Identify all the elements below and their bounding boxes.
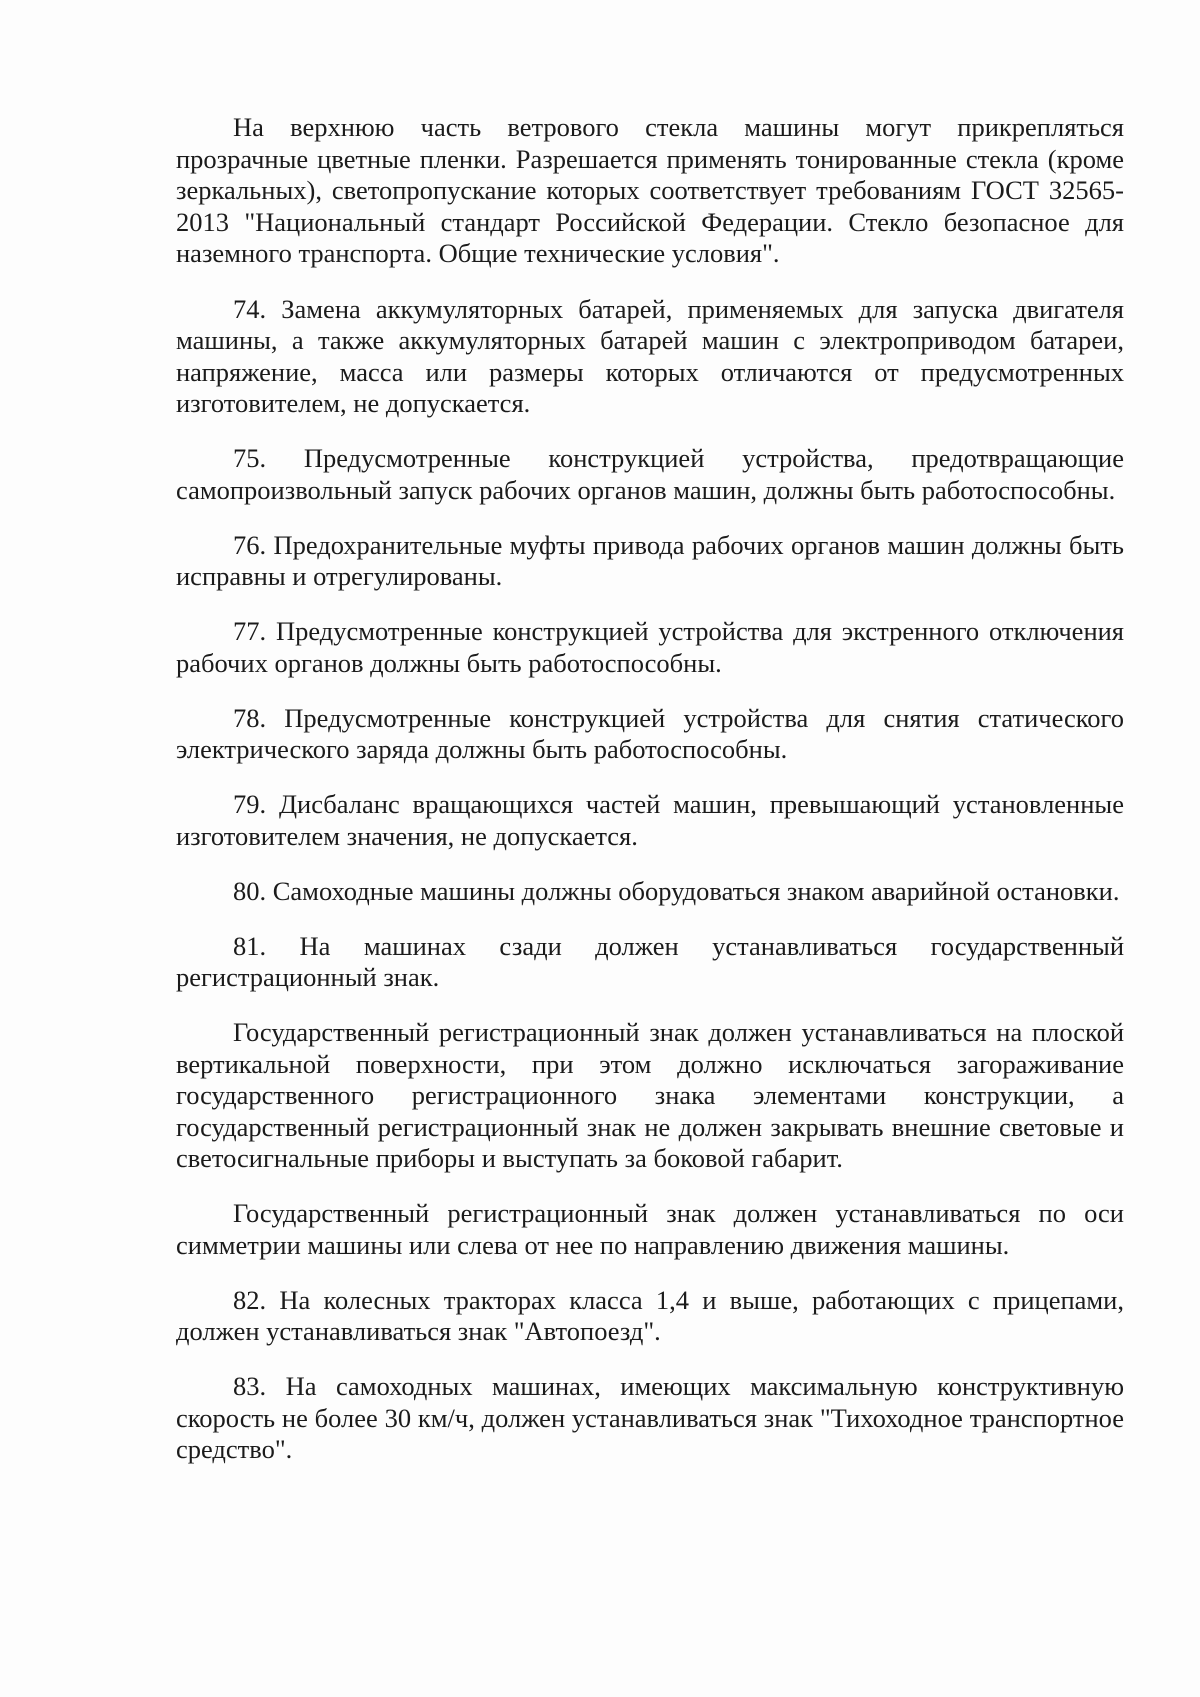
paragraph-windshield-films: На верхнюю часть ветрового стекла машины могут прикрепляться прозрачные цветные пленки. Разрешается применять тонированные стекла (кроме зеркальных), светопропускание которых соответствует требованиям ГОСТ 32565-2013 "Национальный стандарт Российской Федерации. Стекло безопасное для наземного транспорта. Общие технические условия". [176, 112, 1124, 268]
paragraph-76: 76. Предохранительные муфты привода рабочих органов машин должны быть исправны и отрегулированы. [176, 529, 1124, 591]
paragraph-75: 75. Предусмотренные конструкцией устройства, предотвращающие самопроизвольный запуск рабочих органов машин, должны быть работоспособны. [176, 443, 1124, 505]
paragraph-plate-position: Государственный регистрационный знак должен устанавливаться по оси симметрии машины или слева от нее по направлению движения машины. [176, 1198, 1124, 1260]
document-body [176, 112, 1124, 1489]
paragraph-82: 82. На колесных тракторах класса 1,4 и выше, работающих с прицепами, должен устанавливаться знак "Автопоезд". [176, 1284, 1124, 1346]
paragraph-83: 83. На самоходных машинах, имеющих максимальную конструктивную скорость не более 30 км/ч, должен устанавливаться знак "Тихоходное транспортное средство". [176, 1371, 1124, 1464]
paragraph-74: 74. Замена аккумуляторных батарей, применяемых для запуска двигателя машины, а также аккумуляторных батарей машин с электроприводом батареи, напряжение, масса или размеры которых отличаются от предусмотренных изготовителем, не допускается. [176, 293, 1124, 418]
paragraph-80: 80. Самоходные машины должны оборудоваться знаком аварийной остановки. [233, 875, 1120, 906]
paragraph-77: 77. Предусмотренные конструкцией устройства для экстренного отключения рабочих органов должны быть работоспособны. [176, 616, 1124, 678]
paragraph-78: 78. Предусмотренные конструкцией устройства для снятия статического электрического заряда должны быть работоспособны. [176, 702, 1124, 764]
paragraph-81: 81. На машинах сзади должен устанавливаться государственный регистрационный знак. [176, 930, 1124, 992]
paragraph-plate-mounting: Государственный регистрационный знак должен устанавливаться на плоской вертикальной поверхности, при этом должно исключаться загораживание государственного регистрационного знака элементами конструкции, а государственный регистрационный знак не должен закрывать внешние световые и светосигнальные приборы и выступать за боковой габарит. [176, 1017, 1124, 1173]
paragraph-79: 79. Дисбаланс вращающихся частей машин, превышающий установленные изготовителем значения, не допускается. [176, 789, 1124, 851]
